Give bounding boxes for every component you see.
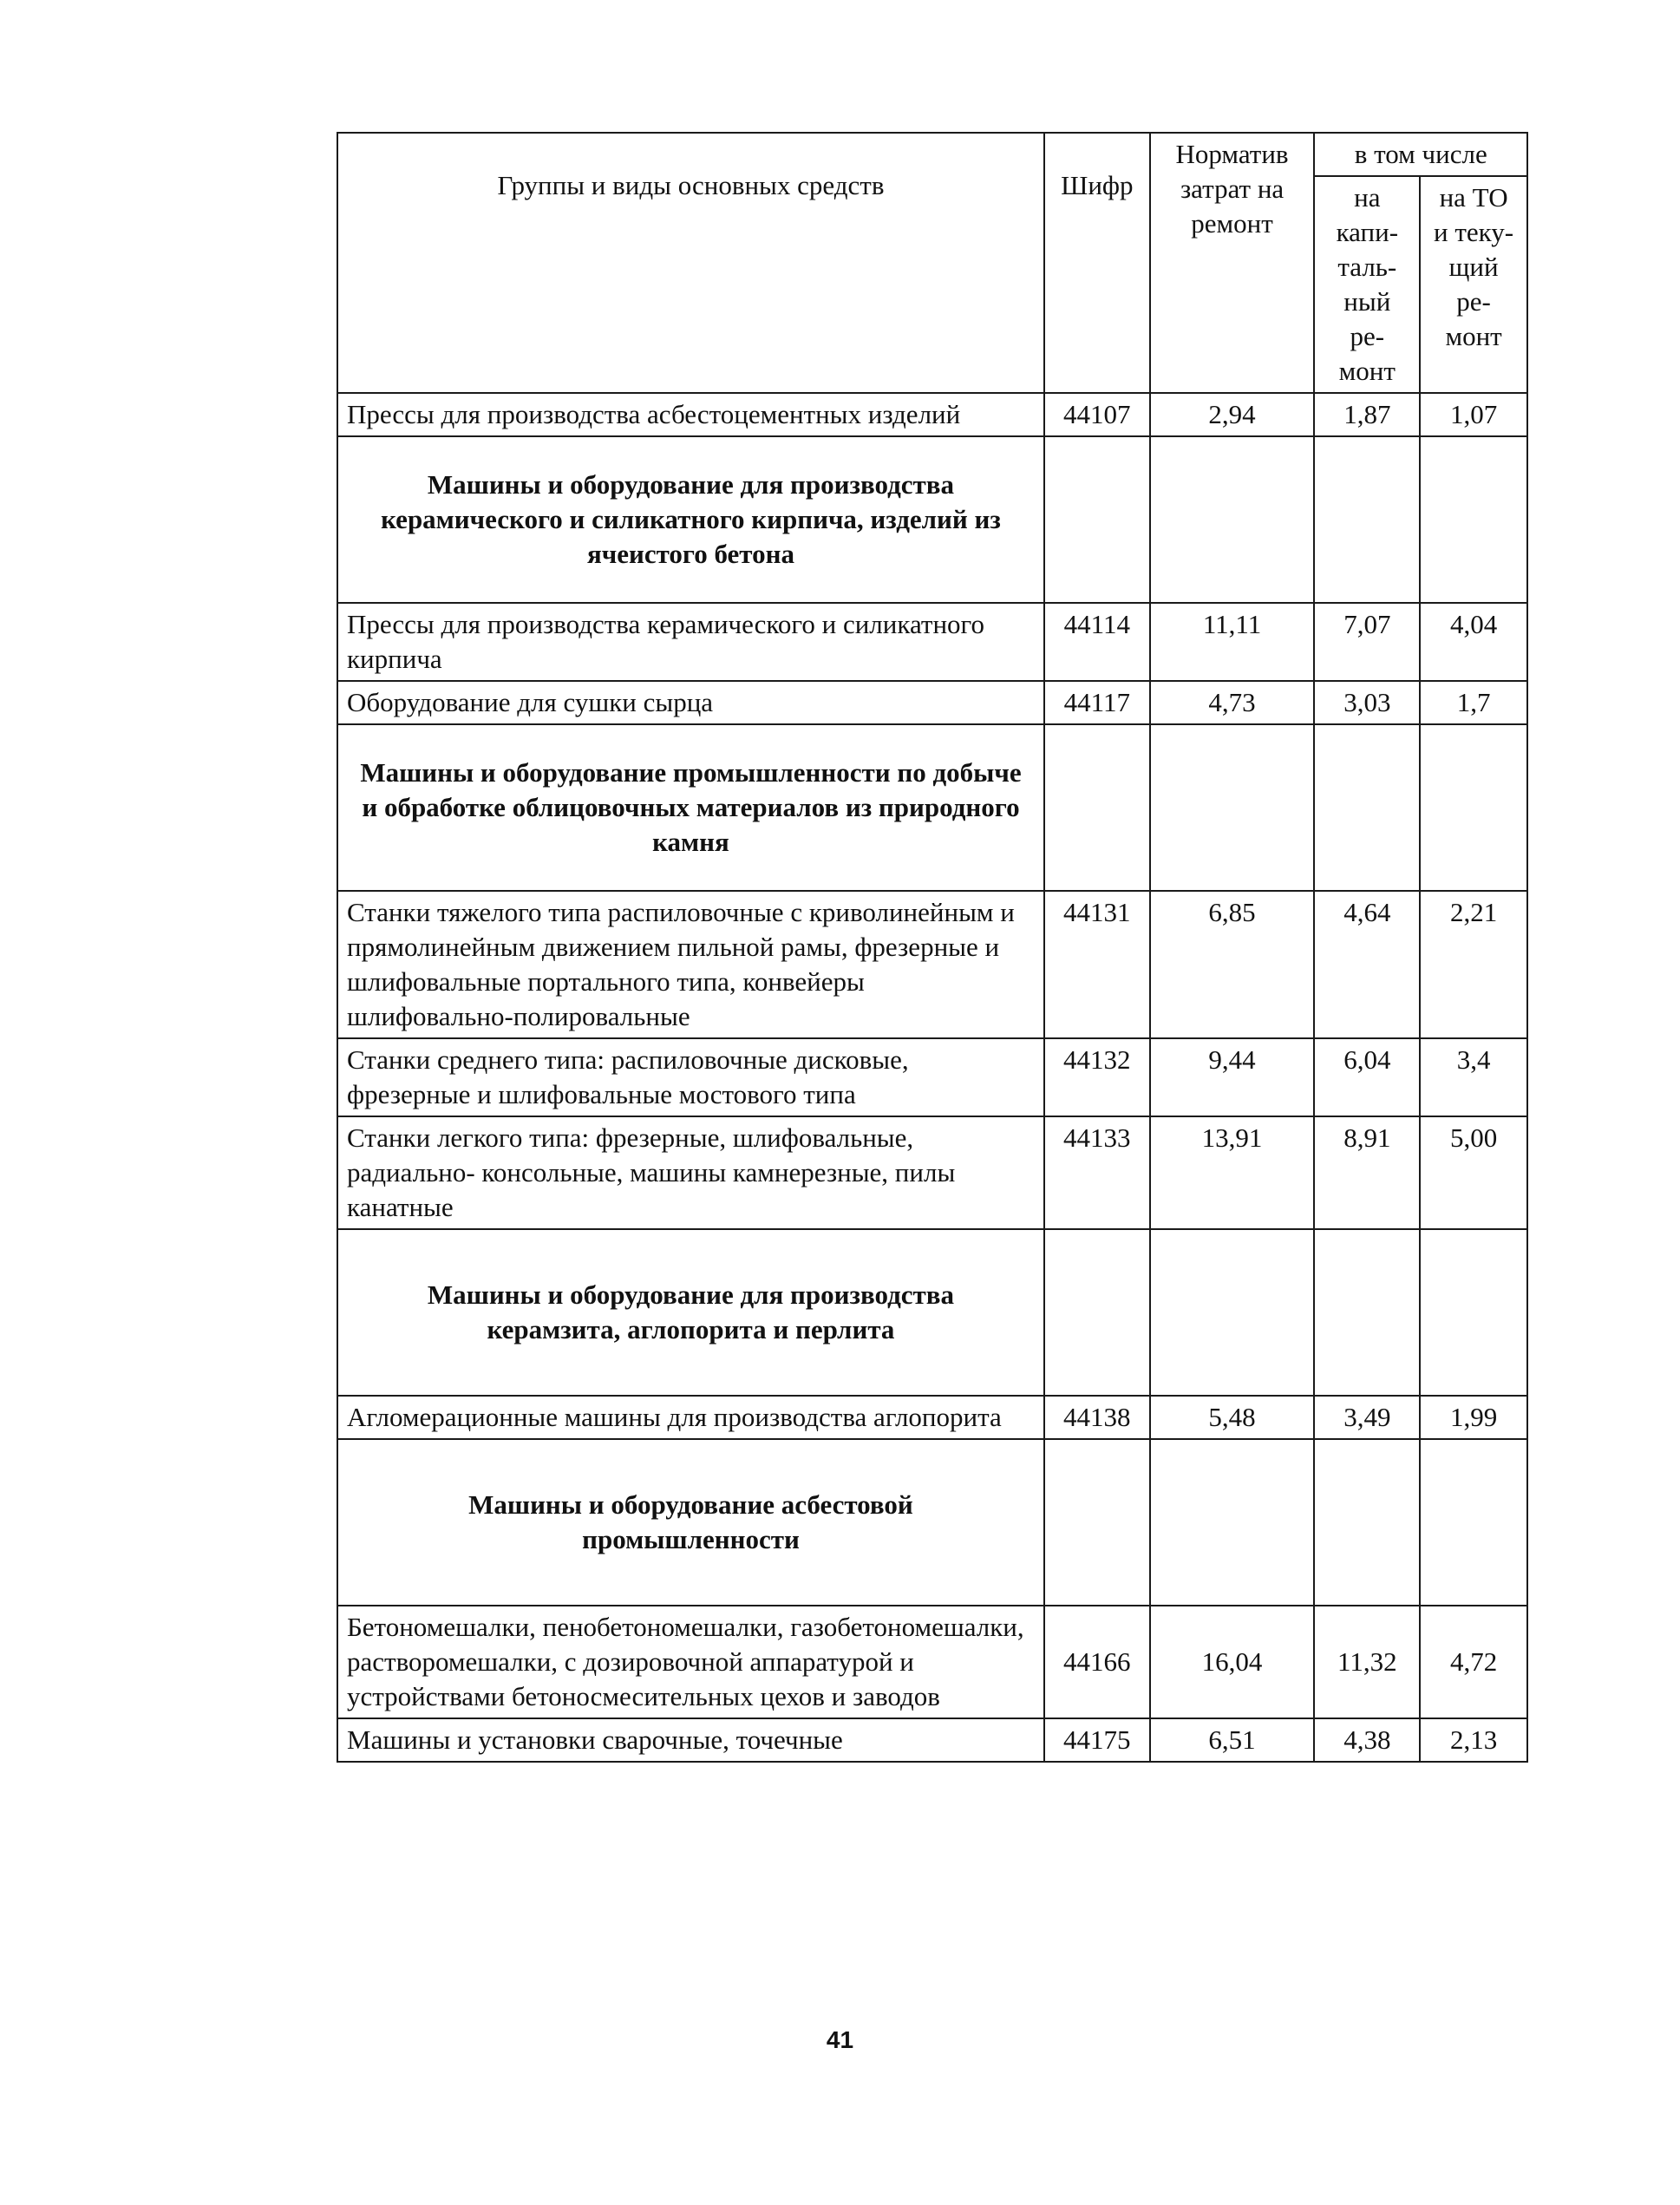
row-to: 1,7 (1420, 681, 1527, 724)
header-capital: на капи- таль- ный ре- монт (1314, 176, 1420, 393)
row-name: Станки тяжелого типа распиловочные с криволинейным и прямолинейным движением пильной рамы, фрезерные и шлифовальные портального типа, конвейеры шлифовально-полировальные (337, 891, 1044, 1038)
row-name: Оборудование для сушки сырца (337, 681, 1044, 724)
section-row (337, 724, 1527, 891)
row-to: 1,99 (1420, 1396, 1527, 1439)
row-name: Станки легкого типа: фрезерные, шлифовальные, радиально- консольные, машины камнерезные, пилы канатные (337, 1116, 1044, 1229)
row-norm: 16,04 (1150, 1606, 1315, 1718)
row-capital: 6,04 (1314, 1038, 1420, 1116)
table-row (337, 1606, 1527, 1718)
row-capital: 11,32 (1314, 1606, 1420, 1718)
table-row (337, 891, 1527, 1038)
row-capital: 3,49 (1314, 1396, 1420, 1439)
row-capital: 3,03 (1314, 681, 1420, 724)
row-norm: 9,44 (1150, 1038, 1315, 1116)
row-code: 44175 (1044, 1718, 1150, 1762)
table-row (337, 603, 1527, 681)
empty-cell (1150, 724, 1315, 891)
row-name: Агломерационные машины для производства аглопорита (337, 1396, 1044, 1439)
row-name: Прессы для производства керамического и силикатного кирпича (337, 603, 1044, 681)
row-name: Станки среднего типа: распиловочные дисковые, фрезерные и шлифовальные мостового типа (337, 1038, 1044, 1116)
row-norm: 4,73 (1150, 681, 1315, 724)
section-row (337, 1439, 1527, 1606)
header-to: на ТО и теку- щий ре- монт (1420, 176, 1527, 393)
row-capital: 7,07 (1314, 603, 1420, 681)
page-number: 41 (826, 2026, 854, 2053)
empty-cell (1150, 436, 1315, 603)
empty-cell (1044, 1439, 1150, 1606)
empty-cell (1044, 436, 1150, 603)
empty-cell (1314, 436, 1420, 603)
empty-cell (1314, 724, 1420, 891)
row-to: 5,00 (1420, 1116, 1527, 1229)
row-norm: 13,91 (1150, 1116, 1315, 1229)
row-norm: 6,85 (1150, 891, 1315, 1038)
section-row (337, 436, 1527, 603)
empty-cell (1150, 1439, 1315, 1606)
empty-cell (1314, 1229, 1420, 1396)
header-groups: Группы и виды основных средств (337, 133, 1044, 393)
empty-cell (1044, 1229, 1150, 1396)
row-name: Машины и установки сварочные, точечные (337, 1718, 1044, 1762)
row-capital: 8,91 (1314, 1116, 1420, 1229)
row-code: 44117 (1044, 681, 1150, 724)
row-name: Бетономешалки, пенобетономешалки, газобетономешалки, растворомешалки, с дозировочной аппаратурой и устройствами бетоносмесительных цехов и заводов (337, 1606, 1044, 1718)
section-title: Машины и оборудование асбестовой промышленности (337, 1439, 1044, 1606)
section-row (337, 1229, 1527, 1396)
row-norm: 6,51 (1150, 1718, 1315, 1762)
table-row (337, 393, 1527, 436)
row-name: Прессы для производства асбестоцементных изделий (337, 393, 1044, 436)
table-row (337, 1718, 1527, 1762)
row-code: 44131 (1044, 891, 1150, 1038)
table-row (337, 1038, 1527, 1116)
table-row (337, 1116, 1527, 1229)
row-code: 44138 (1044, 1396, 1150, 1439)
empty-cell (1420, 724, 1527, 891)
table-row (337, 681, 1527, 724)
header-row-1 (337, 133, 1527, 176)
row-capital: 1,87 (1314, 393, 1420, 436)
norms-table (337, 132, 1528, 1763)
row-norm: 2,94 (1150, 393, 1315, 436)
header-norm: Норматив затрат на ремонт (1150, 133, 1315, 393)
row-code: 44166 (1044, 1606, 1150, 1718)
table-row (337, 1396, 1527, 1439)
section-title: Машины и оборудование для производства керамического и силикатного кирпича, изделий из ячеистого бетона (337, 436, 1044, 603)
empty-cell (1044, 724, 1150, 891)
row-to: 2,13 (1420, 1718, 1527, 1762)
row-norm: 5,48 (1150, 1396, 1315, 1439)
empty-cell (1420, 1229, 1527, 1396)
section-title: Машины и оборудование промышленности по добыче и обработке облицовочных материалов из природного камня (337, 724, 1044, 891)
empty-cell (1420, 436, 1527, 603)
row-capital: 4,64 (1314, 891, 1420, 1038)
empty-cell (1420, 1439, 1527, 1606)
row-to: 2,21 (1420, 891, 1527, 1038)
header-incl: в том числе (1314, 133, 1527, 176)
row-code: 44132 (1044, 1038, 1150, 1116)
header-code: Шифр (1044, 133, 1150, 393)
row-to: 3,4 (1420, 1038, 1527, 1116)
row-code: 44107 (1044, 393, 1150, 436)
empty-cell (1314, 1439, 1420, 1606)
empty-cell (1150, 1229, 1315, 1396)
row-capital: 4,38 (1314, 1718, 1420, 1762)
row-to: 4,04 (1420, 603, 1527, 681)
section-title: Машины и оборудование для производства керамзита, аглопорита и перлита (337, 1229, 1044, 1396)
row-norm: 11,11 (1150, 603, 1315, 681)
row-code: 44133 (1044, 1116, 1150, 1229)
row-code: 44114 (1044, 603, 1150, 681)
row-to: 4,72 (1420, 1606, 1527, 1718)
row-to: 1,07 (1420, 393, 1527, 436)
